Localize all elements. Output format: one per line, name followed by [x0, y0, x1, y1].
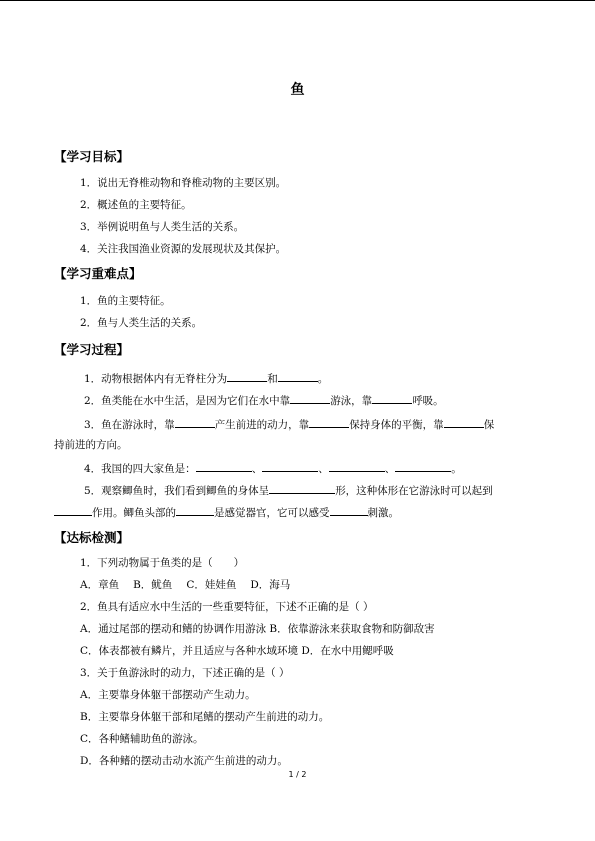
q3-text-d: 保 — [483, 419, 495, 431]
process-question-1 — [84, 370, 328, 386]
q3-text-a: 3．鱼在游泳时，靠 — [84, 419, 175, 431]
keypoint-item: 2．鱼与人类生活的关系。 — [80, 317, 203, 329]
page-top-border — [0, 0, 595, 1]
process-question-3 — [84, 416, 494, 432]
fill-blank[interactable] — [227, 370, 267, 382]
test-question-2: 2．鱼具有适应水中生活的一些重要特征，下述不正确的是（ ） — [80, 601, 374, 613]
process-question-2 — [84, 392, 444, 408]
q5-text-c: 作用。鲫鱼头部的 — [92, 507, 176, 519]
fill-blank[interactable] — [175, 416, 215, 428]
option[interactable]: D．各种鳍的摆动击动水流产生前进的动力。 — [80, 755, 288, 767]
option[interactable]: D．海马 — [250, 579, 291, 591]
fill-blank[interactable] — [330, 504, 368, 516]
q3-text-c: 保持身体的平衡，靠 — [349, 419, 444, 431]
q2-text-c: 呼吸。 — [412, 395, 444, 407]
fill-blank[interactable] — [262, 460, 318, 472]
option[interactable]: A．主要靠身体躯干部摆动产生动力。 — [80, 689, 256, 701]
q1-text-a: 1．动物根据体内有无脊柱分为 — [84, 373, 228, 385]
goal-item: 4．关注我国渔业资源的发展现状及其保护。 — [80, 243, 287, 255]
fill-blank[interactable] — [372, 392, 412, 404]
q4-text-a: 4．我国的四大家鱼是： — [84, 463, 196, 475]
option[interactable]: B．主要靠身体躯干部和尾鳍的摆动产生前进的动力。 — [80, 711, 330, 723]
fill-blank[interactable] — [176, 504, 214, 516]
q5-text-a: 5．观察鲫鱼时，我们看到鲫鱼的身体呈 — [84, 485, 270, 497]
goal-item: 2．概述鱼的主要特征。 — [80, 199, 192, 211]
process-question-5 — [84, 482, 493, 498]
keypoint-item: 1．鱼的主要特征。 — [80, 295, 171, 307]
q3-text-b: 产生前进的动力，靠 — [214, 419, 310, 431]
test-question-3: 3．关于鱼游泳时的动力，下述正确的是（ ） — [80, 667, 290, 679]
end-mark: 。 — [451, 463, 462, 475]
fill-blank[interactable] — [329, 460, 385, 472]
test-question-2-options-cd: C．体表都被有鳞片，并且适应与各种水域环境 D．在水中用鳃呼吸 — [80, 645, 394, 657]
q5-text-e: 刺激。 — [367, 507, 399, 519]
page-title: 鱼 — [290, 82, 305, 98]
separator: 、 — [384, 463, 396, 475]
section-heading-goals: 【学习目标】 — [54, 149, 130, 164]
test-question-2-options-ab: A．通过尾部的摆动和鳍的协调作用游泳 B．依靠游泳来获取食物和防御敌害 — [80, 623, 435, 635]
section-heading-process: 【学习过程】 — [54, 342, 130, 357]
separator: 、 — [318, 463, 329, 475]
fill-blank[interactable] — [309, 416, 349, 428]
test-question-1-options — [80, 578, 290, 592]
q5-text-b: 形，这种体形在它游泳时可以起到 — [335, 485, 493, 497]
option[interactable]: A．章鱼 — [80, 579, 120, 591]
section-heading-keypoints: 【学习重难点】 — [54, 266, 142, 281]
q2-text-b: 游泳，靠 — [330, 395, 373, 407]
section-heading-test: 【达标检测】 — [54, 530, 130, 545]
page-number: 1 / 2 — [288, 770, 307, 779]
option[interactable]: C．娃娃鱼 — [186, 579, 237, 591]
fill-blank[interactable] — [278, 370, 318, 382]
option[interactable]: C．各种鳍辅助鱼的游泳。 — [80, 733, 204, 745]
q1-text-b: 和 — [267, 373, 278, 385]
process-question-4 — [84, 460, 462, 476]
q1-text-c: 。 — [317, 373, 329, 385]
q5-text-d: 是感觉器官，它可以感受 — [214, 507, 330, 519]
fill-blank[interactable] — [395, 460, 451, 472]
option[interactable]: B．鱿鱼 — [133, 579, 173, 591]
process-question-3-cont: 持前进的方向。 — [54, 439, 128, 451]
fill-blank[interactable] — [54, 504, 92, 516]
q2-text-a: 2．鱼类能在水中生活，是因为它们在水中靠 — [84, 395, 291, 407]
fill-blank[interactable] — [290, 392, 330, 404]
test-question-1: 1．下列动物属于鱼类的是（ ） — [80, 557, 245, 569]
separator: 、 — [251, 463, 263, 475]
fill-blank[interactable] — [444, 416, 484, 428]
fill-blank[interactable] — [269, 482, 335, 494]
goal-item: 1．说出无脊椎动物和脊椎动物的主要区别。 — [80, 177, 287, 189]
goal-item: 3．举例说明鱼与人类生活的关系。 — [80, 221, 245, 233]
fill-blank[interactable] — [196, 460, 252, 472]
process-question-5-cont — [54, 504, 399, 520]
